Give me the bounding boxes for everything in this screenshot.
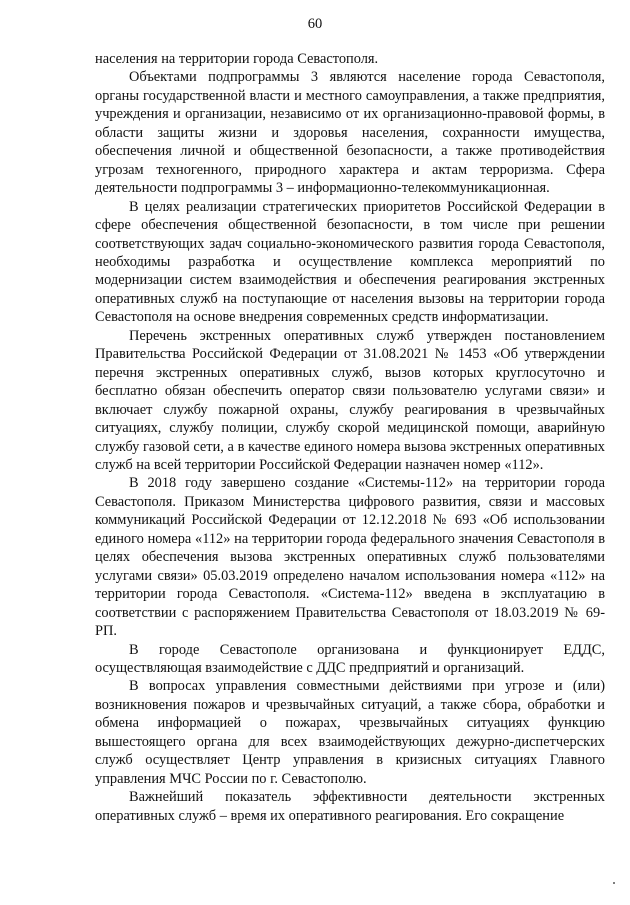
paragraph-response-time: Важнейший показатель эффективности деятельности экстренных оперативных служб – время их оперативного реагирования. Его сокращение xyxy=(95,789,605,824)
document-body xyxy=(95,50,605,825)
page-number: 60 xyxy=(307,16,323,32)
paragraph-strategic-priorities: В целях реализации стратегических приоритетов Российской Федерации в сфере обеспечения общественной безопасности, в том числе при решении соответствующих задач социально-экономического развития города Севастополя, необходимы разработка и осуществление комплекса мероприятий по модернизации систем взаимодействия и обеспечения реагирования экстренных оперативных служб на поступающие от населения вызовы на территории города Севастополя на основе внедрения современных средств информатизации. xyxy=(95,198,605,326)
paragraph-continuation: населения на территории города Севастополя. xyxy=(95,51,379,67)
paragraph-crisis-center: В вопросах управления совместными действиями при угрозе и (или) возникновения пожаров и чрезвычайных ситуаций, а также сбора, обработки и обмена информацией о пожарах, чрезвычайных ситуациях функцию вышестоящего органа для всех взаимодействующих дежурно-диспетчерских служб осуществляет Центр управления в кризисных ситуациях Главного управления МЧС России по г. Севастополю. xyxy=(95,678,605,787)
paragraph-system-112: В 2018 году завершено создание «Системы-112» на территории города Севастополя. Приказом Министерства цифрового развития, связи и массовых коммуникаций Российской Федерации от 12.12.2018 № 693 «Об использовании единого номера «112» на территории города федерального значения Севастополя в целях обеспечения вызова экстренных оперативных служб пользователями услугами связи» 05.03.2019 определено началом использования номера «112» на территории города Севастополя. «Система-112» введена в эксплуатацию в соответствии с распоряжением Правительства Севастополя от 18.03.2019 № 69-РП. xyxy=(95,475,605,640)
scan-speck xyxy=(613,882,615,884)
paragraph-emergency-services-list: Перечень экстренных оперативных служб утвержден постановлением Правительства Российской Федерации от 31.08.2021 № 1453 «Об утверждении перечня экстренных оперативных служб, вызов которых круглосуточно и бесплатно обязан обеспечить оператор связи пользователю услугами связи» и включает службу пожарной охраны, службу реагирования в чрезвычайных ситуациях, службу полиции, службу скорой медицинской помощи, аварийную службу газовой сети, а в качестве единого номера вызова экстренных оперативных служб на всей территории Российской Федерации назначен номер «112». xyxy=(95,327,605,473)
paragraph-edds: В городе Севастополе организована и функционирует ЕДДС, осуществляющая взаимодействие с ДДС предприятий и организаций. xyxy=(95,641,605,676)
paragraph-subprogram-objects: Объектами подпрограммы 3 являются население города Севастополя, органы государственной власти и местного самоуправления, а также предприятия, учреждения и организации, независимо от их организационно-правовой формы, в области защиты жизни и здоровья населения, сохранности имущества, обеспечения личной и общественной безопасности, а также противодействия угрозам техногенного, природного характера и актам терроризма. Сфера деятельности подпрограммы 3 – информационно-телекоммуникационная. xyxy=(95,69,605,197)
